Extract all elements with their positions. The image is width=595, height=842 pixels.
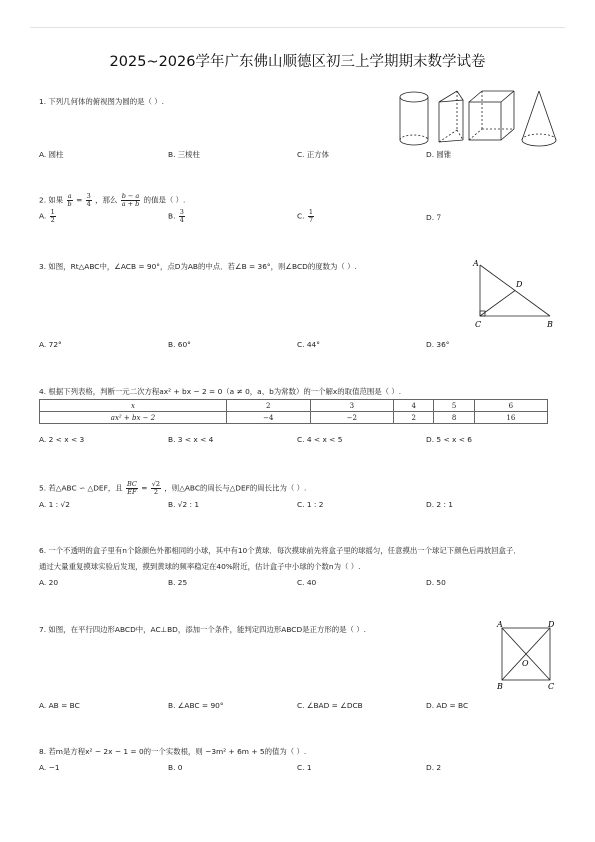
vertex-label-b: B [547, 320, 553, 329]
page-title: 2025~2026学年广东佛山顺德区初三上学期期末数学试卷 [109, 54, 486, 70]
header-rule [30, 27, 565, 28]
question-7-square-figure [494, 617, 558, 693]
fraction-bc-over-ef: $\frac{BC}{EF}$ [126, 480, 137, 496]
question-3-option-c[interactable]: C. 44° [297, 340, 320, 349]
vertex-label-a: A [497, 620, 503, 629]
table-cell: −4 [227, 412, 311, 424]
question-1-option-d[interactable]: D. 圆锥 [426, 150, 452, 159]
center-label-o: O [522, 659, 529, 668]
question-8-stem: 8. 若m是方程x² − 2x − 1 = 0的一个实数根，则 −3m² + 6m + 5的值为（ ）. [39, 747, 307, 756]
question-7-option-d[interactable]: D. AD = BC [426, 701, 469, 710]
table-cell: x [40, 400, 227, 412]
question-3-triangle-figure [468, 256, 558, 332]
vertex-label-b: B [497, 682, 503, 691]
question-8-option-d[interactable]: D. 2 [426, 763, 442, 772]
vertex-label-c: C [475, 320, 482, 329]
question-5-option-c[interactable]: C. 1 : 2 [297, 500, 324, 509]
question-1-option-c[interactable]: C. 正方体 [297, 150, 330, 159]
table-cell: 2 [227, 400, 311, 412]
table-cell: 4 [394, 400, 434, 412]
question-5-option-b[interactable]: B. √2 : 1 [168, 500, 200, 509]
table-cell: 3 [310, 400, 394, 412]
question-3-option-a[interactable]: A. 72° [39, 340, 62, 349]
question-4-option-b[interactable]: B. 3 < x < 4 [168, 435, 214, 444]
question-2-option-c[interactable]: C. $\frac{1}{7}$ [297, 208, 314, 224]
question-4-option-a[interactable]: A. 2 < x < 3 [39, 435, 85, 444]
question-8-option-b[interactable]: B. 0 [168, 763, 183, 772]
table-cell: ax² + bx − 2 [40, 412, 227, 424]
question-1-option-b[interactable]: B. 三棱柱 [168, 150, 200, 159]
table-cell: 2 [394, 412, 434, 424]
question-3-option-d[interactable]: D. 36° [426, 340, 450, 349]
question-2-option-d[interactable]: D. 7 [426, 213, 442, 222]
fraction-b-minus-a-over-a-plus-b: $\frac{b - a}{a + b}$ [121, 192, 140, 208]
question-1-stem: 1. 下列几何体的俯视图为圆的是（ ）. [39, 97, 164, 106]
question-4-option-d[interactable]: D. 5 < x < 6 [426, 435, 472, 444]
table-cell: 8 [434, 412, 474, 424]
question-7-option-c[interactable]: C. ∠BAD = ∠DCB [297, 701, 363, 710]
triangular-prism-icon [439, 91, 463, 142]
question-3-option-b[interactable]: B. 60° [168, 340, 191, 349]
question-7-option-b[interactable]: B. ∠ABC = 90° [168, 701, 224, 710]
question-4-option-c[interactable]: C. 4 < x < 5 [297, 435, 343, 444]
question-3-stem: 3. 如图，Rt△ABC中，∠ACB = 90°，点D为AB的中点．若∠B = 36°，则∠BCD的度数为（ ）. [39, 262, 357, 271]
table-cell: 16 [474, 412, 547, 424]
table-row [40, 400, 548, 412]
vertex-label-d: D [516, 280, 523, 289]
vertex-label-c: C [548, 682, 555, 691]
question-6-option-d[interactable]: D. 50 [426, 578, 446, 587]
table-cell: 6 [474, 400, 547, 412]
table-cell: −2 [310, 412, 394, 424]
question-6-stem-line-1: 6. 一个不透明的盒子里有n个除颜色外都相同的小球，其中有10个黄球．每次摸球前先将盒子里的球摇匀，任意摸出一个球记下颜色后再放回盒子． [39, 546, 521, 555]
question-6-option-a[interactable]: A. 20 [39, 578, 59, 587]
question-6-option-b[interactable]: B. 25 [168, 578, 188, 587]
cylinder-icon [400, 92, 428, 145]
question-1-option-a[interactable]: A. 圆柱 [39, 150, 64, 159]
fraction-root2-over-2: $\frac{√2}{2}$ [151, 480, 161, 496]
question-5-stem: 5. 若△ABC ∽ △DEF，且 $\frac{BC}{EF}$ = $\frac{√2}{2}$ ，则△ABC的周长与△DEF的周长比为（ ）. [39, 480, 307, 496]
question-4-stem: 4. 根据下列表格，判断一元二次方程ax² + bx − 2 = 0（a ≠ 0，a、b为常数）的一个解x的取值范围是（ ）. [39, 387, 402, 396]
table-row [40, 412, 548, 424]
question-1-solids-figure [397, 88, 565, 152]
question-5-option-a[interactable]: A. 1 : √2 [39, 500, 70, 509]
question-6-option-c[interactable]: C. 40 [297, 578, 317, 587]
question-6-stem-line-2: 通过大量重复摸球实验后发现，摸到黄球的频率稳定在40%附近，估计盒子中小球的个数n为（ ）. [39, 562, 361, 571]
question-5-option-d[interactable]: D. 2 : 1 [426, 500, 453, 509]
question-7-option-a[interactable]: A. AB = BC [39, 701, 80, 710]
cone-icon [522, 91, 556, 146]
fraction-3-over-4: $\frac{3}{4}$ [86, 192, 91, 208]
question-4-value-table [39, 399, 548, 424]
question-8-option-c[interactable]: C. 1 [297, 763, 312, 772]
question-2-stem: 2. 如果 $\frac{a}{b}$ = $\frac{3}{4}$ ，那么 $\frac{b - a}{a + b}$ 的值是（ ）. [39, 192, 186, 208]
fraction-a-over-b: $\frac{a}{b}$ [67, 192, 72, 208]
question-2-option-a[interactable]: A. $\frac{1}{2}$ [39, 208, 55, 224]
question-7-stem: 7. 如图，在平行四边形ABCD中，AC⊥BD，添加一个条件，能判定四边形ABCD是正方形的是（ ）. [39, 625, 366, 634]
cube-icon [469, 91, 514, 140]
vertex-label-a: A [473, 259, 479, 268]
question-8-option-a[interactable]: A. −1 [39, 763, 60, 772]
question-2-option-b[interactable]: B. $\frac{3}{4}$ [168, 208, 184, 224]
table-cell: 5 [434, 400, 474, 412]
vertex-label-d: D [548, 620, 555, 629]
